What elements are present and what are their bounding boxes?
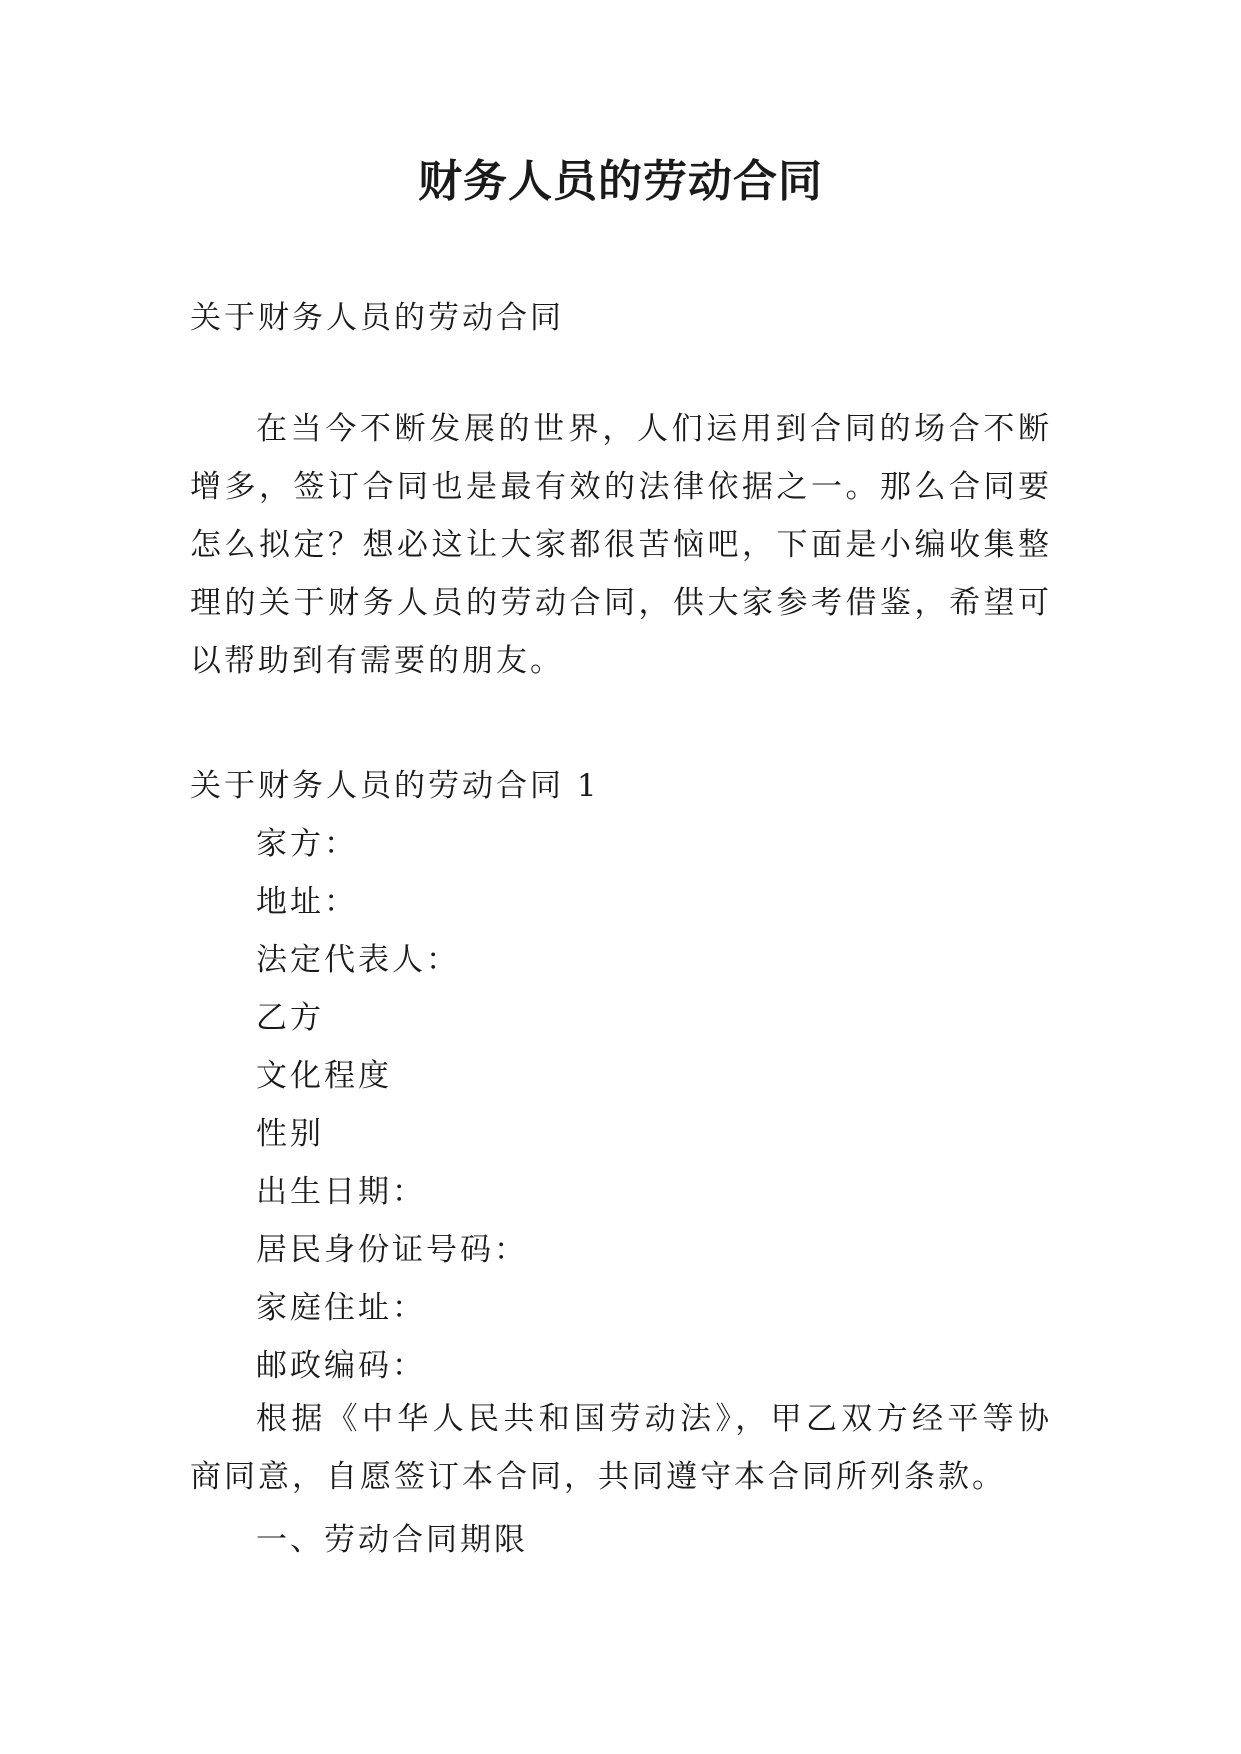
- field-id-number: 居民身份证号码：: [256, 1232, 528, 1268]
- intro-paragraph: 在当今不断发展的世界，人们运用到合同的场合不断增多，签订合同也是最有效的法律依据之一。那么合同要怎么拟定？想必这让大家都很苦恼吧，下面是小编收集整理的关于财务人员的劳动合同，供大家参考借鉴，希望可以帮助到有需要的朋友。: [190, 411, 1052, 679]
- field-party-a: 家方：: [256, 826, 358, 862]
- field-education: 文化程度: [256, 1058, 392, 1094]
- document-title: 财务人员的劳动合同: [418, 156, 823, 207]
- field-party-b: 乙方: [256, 1000, 324, 1036]
- field-gender: 性别: [256, 1116, 324, 1152]
- clause-heading: 一、劳动合同期限: [256, 1522, 528, 1558]
- document-subtitle: 关于财务人员的劳动合同: [190, 300, 564, 336]
- field-postal-code: 邮政编码：: [256, 1348, 426, 1384]
- field-home-address: 家庭住址：: [256, 1290, 426, 1326]
- field-address: 地址：: [256, 884, 358, 920]
- section-heading: 关于财务人员的劳动合同 1: [190, 768, 600, 804]
- field-birth-date: 出生日期：: [256, 1174, 426, 1210]
- basis-paragraph: 根据《中华人民共和国劳动法》，甲乙双方经平等协商同意，自愿签订本合同，共同遵守本合同所列条款。: [190, 1401, 1052, 1495]
- field-legal-representative: 法定代表人：: [256, 942, 460, 978]
